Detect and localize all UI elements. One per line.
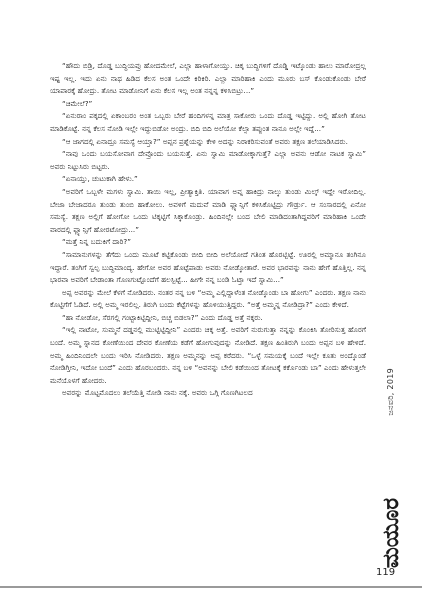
issue-date: ಜನವರಿ, 2019 <box>386 368 395 416</box>
paragraph: “ಮತ್ತೆ ನಿನ್ನ ಬದುಕಿಗೆ ದಾರಿ?” <box>62 237 131 247</box>
paragraph: “ಇಲ್ಲಿ ನಾಟೋ, ಸುಮ್ಮನೆ ದಡ್ಡನಲ್ಲಿ ಮುಟ್ಟಿಟ್ಟಿದ್ದೀನಿ” ಎಂದರು ಚಿಕ್ಕ ಅತ್ತೆ. ಅವರಿಗೆ ನುರುಗುತ್ತಾ ನನ್ನನ್ನು ಕೊಂಕಿಸಿ ತೋರಿಸುತ್ತ ಹೊರಗೆ ಬಂದೆ. ಅಮ್ಮ ಸ್ನಾನದ ಕೋಣೆಯಿಂದ ದೇವರ ಕೋಣೆಯ ಕಡೆಗೆ ಹೋಗುವುದನ್ನು ನೋಡಿದೆ. ತಕ್ಷಣ ಹಿಂತಿರುಗಿ ಬಂದು ಅಪ್ಪನ ಬಳಿ ಹೇಳಿದೆ. ಅಮ್ಮ ಹಿಂದಿನಿಂದಲೇ ಬಂದು ಇರಿಸಿ ನೋಡಿದರು. ತಕ್ಷಣ ಅಮ್ಮನನ್ನು ಅಪ್ಪ ಕರೆದರು. “ಒಳ್ಳೆ ಸಮಯಕ್ಕೆ ಬಂದೆ ಇಲ್ಲೇ ಕೂತು ಅಂದ್ಕೊಂಡೆ ನೋಡಿಗ್ತೀನಿ, ಇದೋ ಬಂದೆ” ಎಂದು ಹೊರಬಂದರು. ನನ್ನ ಬಳಿ “ಅವನನ್ನು ಬೇಲಿ ಕಡೆಯಿಂದ ತೋಟಕ್ಕೆ ಕರ್ಕೊಂಡು ಬಾ” ಎಂದು ಹೇಳುತ್ತಲೇ ಮನೆಯೊಳಗೆ ಹೋದರು. <box>50 325 366 385</box>
bottom-divider <box>0 586 422 588</box>
paragraph: “ನಾವು ಒಂದು ಬಯಸೋವಾಗ ದೇವ್ರೊಂದು ಬಯಸುತ್ತೆ. ಏನು ಸ್ವಾಮಿ ಮಾಡೋಕ್ಕಾಗುತ್ತೆ? ಎಲ್ಲಾ ಅವನು ಆಡೋ ನಾಟಕ ಸ್ವಾಮಿ” ಅವರು ನಿಟ್ಟುಸಿರು ಬಿಟ್ಟರು. <box>50 149 366 171</box>
paragraph: “ಹಾ ನೋಡೋ, ಸೆರಗಲ್ಲಿ ಗಂಟ್ಟಾಕಿಟ್ಟಿದ್ದೀನಿ, ಬಿಚ್ಚ ಬಿಡಲಾ?” ಎಂದು ದೊಡ್ಡ ಅತ್ತೆ ನಕ್ಕರು. <box>62 312 263 322</box>
article-body <box>50 60 366 400</box>
paragraph: “ಅವರಿಗೆ ಒಬ್ಬಳೇ ಮಗಳು ಸ್ವಾಮಿ. ತಾಯಿ ಇಲ್ಲ, ಪ್ರೀತ್ಯಾಕ್ತಿತಿ. ಯಾವಾಗ ಅವ್ನ ಹಾಕಿದ್ರು ನಾಲ್ಕು ತುಂಡು ಮಿಲ್ಕ್ ಇದ್ದೇ ಇರೋದಿಲ್ಲ. ಬೇಜಾ ಬೇಜಾದರೂ ತುಂಡು ತುಂಬಿ ಹಾಕೋಲು. ಅವಳಿಗೆ ಮದುವೆ ಮಾಡಿ ಫ್ಲ್ಯಾನ್ಸಿಗೆ ಕಳಿಸಿಕೊಟ್ಟಿದ್ರು ಗೌರ್ಡ್ರು. ಆ ಸಂಸಾರದಲ್ಲಿ ಏನೋ ಸಮಸ್ಯೆ. ತಕ್ಷಣ ಅಲ್ಲಿಗೆ ಹೋಗೋ ಒಂದು ಟಿಕ್ಕಟ್ಟಿಗೆ ಸಿಕ್ಕಾಕೊಂಡ್ರು. ಹಿಂದಿನಲ್ಲೇ ಬಂದ ಬೇಲಿ ಮಾಡಿದಂತಾಗಿದ್ದವರಿಗೆ ಮಾರಿಹಾಕಿ ಒಂದೇ ವಾರದಲ್ಲಿ ಫ್ಲ್ಯಾನ್ಸಿಗೆ ಹೋರಟೋದ್ರು...” <box>50 186 366 234</box>
magazine-side-strip <box>376 368 406 568</box>
paragraph: “ಏನಾಯ್ತು, ಚುಟುಕಾಗಿ ಹೇಳು.” <box>62 174 138 184</box>
paragraph: ಅಪ್ಪ ಅವರನ್ನು ಮೇಲೆ ಕೆಳಗೆ ನೋಡಿದರು. ನಂತರ ನನ್ನ ಬಳಿ “ಅಮ್ಮ ಎಲ್ಲಿದ್ದಾಳೆಂತ ನೋಡ್ಕೊಂಡು ಬಾ ಹೋಗು” ಎಂದರು. ತಕ್ಷಣ ನಾನು ಕೊಟ್ಟಿಗೆಗೆ ಓಡಿದೆ. ಅಲ್ಲಿ ಅಮ್ಮ ಇರಲಿಲ್ಲ. ತಿರುಗಿ ಬಂದು ಕೆಟ್ಟೆಗಳನ್ನು ಹೊಳಿಯುತ್ತಿದ್ದರು. “ಅತ್ತೆ ಅಮ್ಮನ್ನ ನೋಡಿದ್ರಾ?” ಎಂದು ಕೇಳಿದೆ. <box>50 287 366 310</box>
paragraph: “ಚಿಮೇಲೆ?” <box>62 98 93 108</box>
paragraph: “ಏನುರಾಂ ಪಕ್ಕದಲ್ಲಿ ಏಕಾಂಬರಂ ಅಂತ ಒಬ್ಬರು ಬೇರೆ ಹಂದಿಗಳನ್ನ ಮಾತ್ರ ಸಾಕೋರು ಒಂದು ದೊಡ್ಡ ಇಟ್ಟಿದ್ದು. ಅಲ್ಲಿ ಹೋಗಿ ತೋಟ ಮಾಡಿಕೊಟ್ಟೆ. ನನ್ನ ಕೆಲಸ ನೋಡಿ ಇಲ್ಲೇ ಇದ್ದುಬಿಡೋ ಅಂದ್ರು. ಬಿದಿ ಬಿದಿ ಅಲೆಯೋ ಕೆಲ್ಸಾ ತಪ್ಪುಂತ ನಾನೂ ಅಲ್ಲೇ ಇದ್ದೆ...” <box>50 111 366 133</box>
paragraph: “ಹೌದು ಬಿಡ್ರಿ, ದೊಡ್ಡ ಬುದ್ಧಿಯವ್ರು ಹೋದಮೇಲೆ, ಎಲ್ಲಾ ಹಾಳಾಗೋಯ್ತು. ಚಿಕ್ಕ ಬುದ್ಧಿಗಳಿಗೆ ದೊಡ್ಡಿ ಇಟ್ಕೊಂಡು ಹಾಲು ಮಾರೋದ್ರಲ್ಲ ಇಷ್ಟ ಇಲ್ಲ. ಇದು ಏನು ನಾಥ ಹಿಡಿದ ಕೆಲಸ ಅಂತ ಒಂದೇ ಕಿರಿಕಿರಿ. ಎಲ್ಲಾ ಮಾರಿಹಾಕಿ ಎಂದು ಮೂರು ಬಸ್ ಕೊಂಡುಕೊಂಡು ಬೇರೆ ಯಾಪಾರಕ್ಕೆ ಹೋದ್ರು. ತೋಟ ಮಾಡೋನಿಗೆ ಏನು ಕೆಲಸ ಇಲ್ಲ ಅಂತ ನನ್ನನ್ನ ಕಳಿಸಿಬಿಟ್ರು...” <box>50 61 366 96</box>
paragraph: ಅವರನ್ನು ಮೊಟ್ಟಮೊದಲು ತಲೆಯೆತ್ತಿ ನೋಡಿ ನಾನು ನಕ್ಕೆ. ಅವರು ಒಗ್ಗಿ ಗೊಣಗಿಟಲದ <box>62 388 253 398</box>
paragraph: “ಆ ಜಾಗದಲ್ಲಿ ಏನಾದ್ರೂ ಸಮಸ್ಯೆ ಆಯ್ತಾ?” ಅಪ್ಪನ ಪ್ರಶ್ನೆಯನ್ನು ಕೇಳಿ ಅದನ್ನು ನಿರಾಕರಿಸುವಂತೆ ಅವರು ತಕ್ಷಣ ತಲೆಯಾಡಿಸಿದರು. <box>62 136 348 146</box>
page-number: 119 <box>376 567 396 578</box>
paragraph: “ಸಾಮಾನುಗಳನ್ನು ತೆಗೆದು ಒಂದು ಮೂಟೆ ಕಟ್ಟಿಕೊಂಡು ಬೀದಿ ಬೀದಿ ಅಲೆಯೋದೆ ಗತಿಂತ ಹೊರಟ್ಬಿಟ್ಟೆ. ಊರಲ್ಲಿ ಅಮ್ಮಾನೂ ತಂಗಿನೂ ಇದ್ದಾರೆ. ತಂಗಿಗೆ ಸ್ವಲ್ಪ ಬುದ್ಧಿಮಾಂದ್ಯ. ಹೇಗೋ ಅವರ ಹೊಟ್ಟೆಪಾಡು ಅವರು ನೋಡ್ಕೋತಾರೆ. ಅವರ ಭಾರವನ್ನು ನಾನು ಹೇಗೆ ಹೊತ್ತಿಲ್ಲ. ನನ್ನ ಭಾರವಾ ಅವರಿಗೆ ಬೇಡಾಂತಾ ಗೊಣಗುಟ್ಟೊಂದೆಗೆ ಹಲಸ್ಬಿಟ್ಟೆ... ಹೀಗೇ ನನ್ನ ಬಂಡಿ ಓಟ್ತಾ ಇದೆ ಸ್ವಾಮಿ...” <box>50 249 366 285</box>
magazine-logo: ಮಯೂರ <box>378 497 404 568</box>
